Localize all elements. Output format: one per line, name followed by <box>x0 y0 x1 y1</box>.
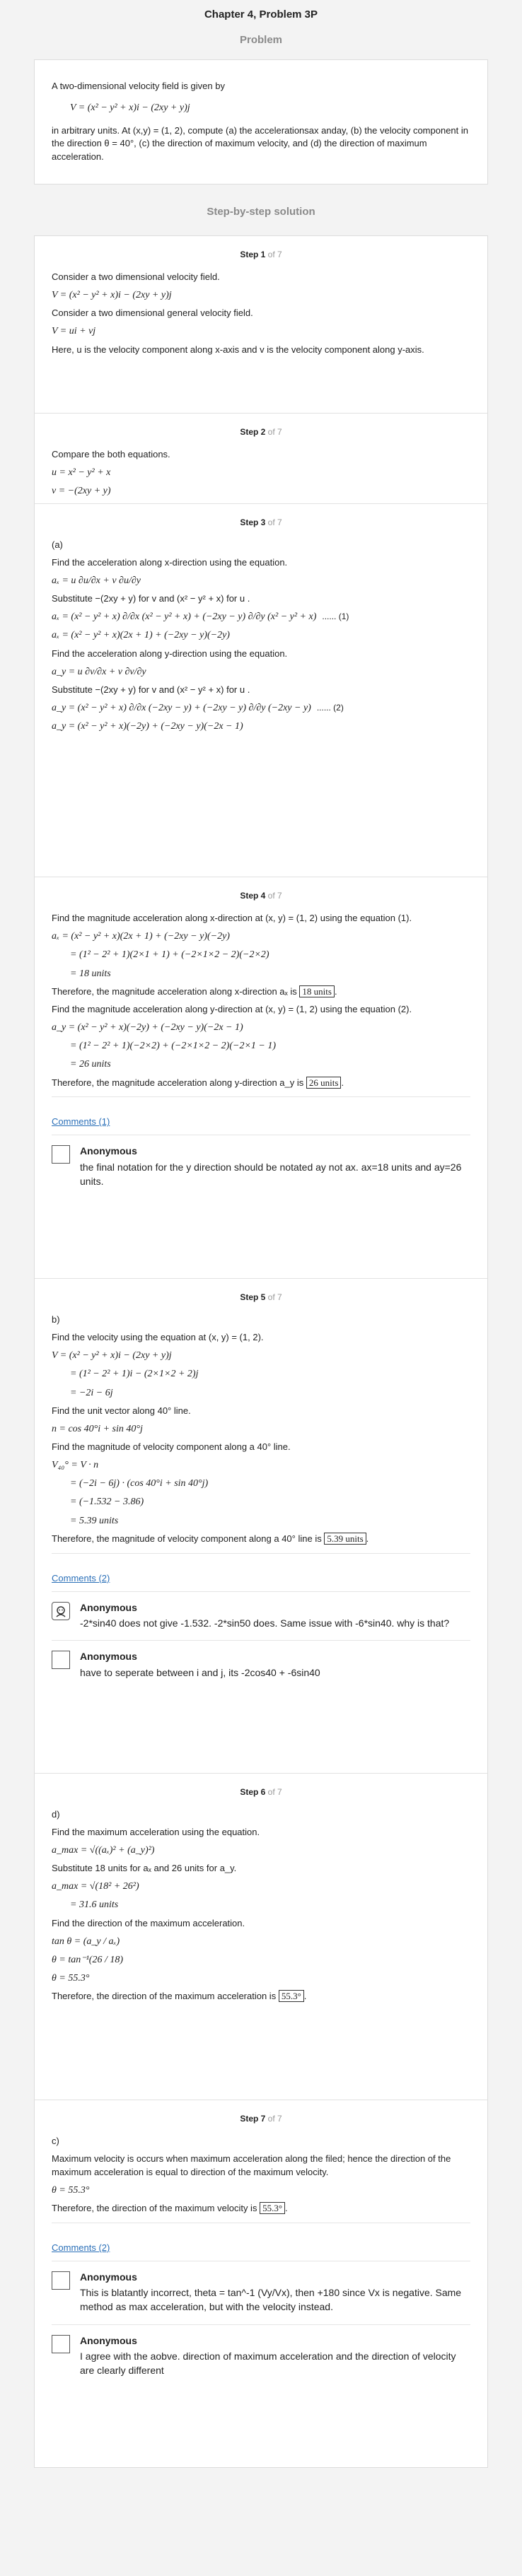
equation: a_max = √(18² + 26²) <box>52 1881 139 1892</box>
step-text: Find the magnitude of velocity component along a 40° line. <box>52 1441 291 1453</box>
comment <box>52 1640 470 1690</box>
solution-heading: Step-by-step solution <box>207 206 315 218</box>
comment-author: Anonymous <box>80 1651 137 1663</box>
problem-card <box>34 59 488 185</box>
step-header: Step 3 of 7 <box>240 517 282 527</box>
problem-heading: Problem <box>239 33 282 46</box>
problem-text: in arbitrary units. At (x,y) = (1, 2), compute (a) the accelerationsax anday, (b) the velocity component in the direction θ = 40°, (c) the direction of maximum velocity, and (d) the direction of maximum acceleration. <box>52 124 468 163</box>
answer-line: Therefore, the direction of the maximum acceleration is 55.3° . <box>52 1991 307 2002</box>
equation: V = (x² − y² + x)i − (2xy + y)j <box>52 1350 172 1361</box>
step-2 <box>35 413 487 503</box>
comment-author: Anonymous <box>80 1145 137 1157</box>
comments-link[interactable]: Comments (1) <box>52 1116 110 1128</box>
answer-box: 55.3° <box>279 1990 304 2002</box>
step-text: Substitute 18 units for aₓ and 26 units for a_y. <box>52 1863 237 1874</box>
step-5 <box>35 1278 487 1773</box>
equation: = (−1.532 − 3.86) <box>70 1497 144 1508</box>
equation: aₓ = (x² − y² + x) ∂/∂x (x² − y² + x) + (−2xy − y) ∂/∂y (x² − y² + x) ...... (1) <box>52 611 349 623</box>
comments-link[interactable]: Comments (2) <box>52 2242 110 2253</box>
comment-text: I agree with the aobve. direction of maximum acceleration and the direction of velocity are clearly different <box>80 2350 456 2377</box>
step-header: Step 7 of 7 <box>240 2113 282 2124</box>
equation: V₄₀° = V · n <box>52 1459 99 1470</box>
divider <box>52 1096 470 1097</box>
step-text: Here, u is the velocity component along x-axis and v is the velocity component along y-axis. <box>52 344 424 355</box>
equation: u = x² − y² + x <box>52 467 111 479</box>
answer-box: 55.3° <box>260 2202 285 2214</box>
equation: a_y = (x² − y² + x) ∂/∂x (−2xy − y) + (−2xy − y) ∂/∂y (−2xy − y) ...... (2) <box>52 702 344 713</box>
step-header: Step 4 of 7 <box>240 890 282 901</box>
part-label: (a) <box>52 539 63 551</box>
part-label: d) <box>52 1809 60 1820</box>
page-title: Chapter 4, Problem 3P <box>204 8 318 21</box>
user-face-icon <box>54 1605 67 1617</box>
step-text: Find the acceleration along x-direction using the equation. <box>52 557 288 568</box>
answer-line: Therefore, the direction of the maximum velocity is 55.3° . <box>52 2203 288 2214</box>
step-6 <box>35 1773 487 2100</box>
comment-text: the final notation for the y direction should be notated ay not ax. ax=18 units and ay=26 units. <box>80 1161 462 1187</box>
problem-equation: V = (x² − y² + x)i − (2xy + y)j <box>70 103 190 114</box>
avatar <box>52 2335 70 2353</box>
equation: aₓ = (x² − y² + x)(2x + 1) + (−2xy − y)(−2y) <box>52 630 230 641</box>
part-label: c) <box>52 2136 59 2147</box>
equation: a_max = √((aₓ)² + (a_y)²) <box>52 1845 155 1856</box>
step-text: Find the velocity using the equation at (x, y) = (1, 2). <box>52 1332 264 1343</box>
equation: = (1² − 2² + 1)(2×1 + 1) + (−2×1×2 − 2)(−2×2) <box>70 949 269 961</box>
avatar <box>52 2271 70 2290</box>
equation: a_y = (x² − y² + x)(−2y) + (−2xy − y)(−2x − 1) <box>52 721 243 732</box>
comment-author: Anonymous <box>80 2271 137 2283</box>
equation: n = cos 40°i + sin 40°j <box>52 1423 143 1434</box>
comment-author: Anonymous <box>80 2334 137 2346</box>
step-4 <box>35 877 487 1278</box>
answer-line: Therefore, the magnitude of velocity component along a 40° line is 5.39 units . <box>52 1533 369 1545</box>
comment <box>52 2324 470 2388</box>
step-text: Find the maximum acceleration using the equation. <box>52 1827 260 1838</box>
equation: = (1² − 2² + 1)(−2×2) + (−2×1×2 − 2)(−2×1 − 1) <box>70 1041 277 1052</box>
step-header: Step 2 of 7 <box>240 426 282 437</box>
equation: = (−2i − 6j) · (cos 40°i + sin 40°j) <box>70 1478 209 1489</box>
step-text: Consider a two dimensional velocity field. <box>52 271 220 283</box>
equation: a_y = (x² − y² + x)(−2y) + (−2xy − y)(−2x − 1) <box>52 1021 243 1033</box>
equation: aₓ = (x² − y² + x)(2x + 1) + (−2xy − y)(−2y) <box>52 931 230 942</box>
equation: aₓ = u ∂u/∂x + v ∂u/∂y <box>52 575 141 586</box>
step-text: Substitute −(2xy + y) for v and (x² − y² + x) for u . <box>52 684 250 695</box>
equation: V = (x² − y² + x)i − (2xy + y)j <box>52 290 172 301</box>
comment-text: This is blatantly incorrect, theta = tan^-1 (Vy/Vx), then +180 since Vx is negative. Same method as max acceleration, but with the velocity instead. <box>80 2287 462 2313</box>
step-header: Step 6 of 7 <box>240 1786 282 1797</box>
answer-box: 5.39 units <box>324 1533 366 1545</box>
step-text: Find the acceleration along y-direction using the equation. <box>52 648 288 659</box>
step-text: Compare the both equations. <box>52 449 170 460</box>
step-3 <box>35 503 487 877</box>
step-text: Find the magnitude acceleration along x-direction at (x, y) = (1, 2) using the equation (1). <box>52 913 412 924</box>
equation: θ = 55.3° <box>52 2184 90 2196</box>
equation: v = −(2xy + y) <box>52 486 111 497</box>
divider <box>52 1553 470 1554</box>
step-7 <box>35 2100 487 2467</box>
answer-box: 26 units <box>306 1077 342 1089</box>
answer-line: Therefore, the magnitude acceleration along x-direction aₓ is 18 units . <box>52 986 337 997</box>
avatar <box>52 1602 70 1620</box>
step-header: Step 1 of 7 <box>240 249 282 259</box>
problem-intro: A two-dimensional velocity field is given by <box>52 80 225 91</box>
step-text: Substitute −(2xy + y) for v and (x² − y² + x) for u . <box>52 593 250 604</box>
step-text: Maximum velocity is occurs when maximum acceleration along the filed; hence the direction of the maximum acceleration is equal to direction of the maximum velocity. <box>52 2153 451 2177</box>
comment <box>52 1135 470 1198</box>
comment-text: -2*sin40 does not give -1.532. -2*sin50 does. Same issue with -6*sin40. why is that? <box>80 1617 450 1629</box>
solution-card <box>34 235 488 2468</box>
part-label: b) <box>52 1314 60 1325</box>
equation: tan θ = (a_y / aₓ) <box>52 1936 120 1947</box>
step-header: Step 5 of 7 <box>240 1292 282 1302</box>
equation: = −2i − 6j <box>70 1387 113 1398</box>
equation: V = ui + vj <box>52 326 96 337</box>
step-text: Find the direction of the maximum acceleration. <box>52 1917 245 1928</box>
comments-link[interactable]: Comments (2) <box>52 1572 110 1583</box>
comment-author: Anonymous <box>80 1601 137 1613</box>
avatar <box>52 1651 70 1669</box>
equation: = 26 units <box>70 1059 111 1070</box>
step-text: Find the unit vector along 40° line. <box>52 1405 191 1416</box>
equation: = (1² − 2² + 1)i − (2×1×2 + 2)j <box>70 1369 199 1380</box>
equation: = 5.39 units <box>70 1515 119 1526</box>
equation: = 18 units <box>70 968 111 979</box>
step-text: Find the magnitude acceleration along y-direction at (x, y) = (1, 2) using the equation (2). <box>52 1003 412 1014</box>
comment <box>52 1591 470 1641</box>
equation: θ = 55.3° <box>52 1973 90 1984</box>
equation: = 31.6 units <box>70 1899 119 1911</box>
equation: a_y = u ∂v/∂x + v ∂v/∂y <box>52 666 146 677</box>
equation: θ = tan⁻¹(26 / 18) <box>52 1954 124 1965</box>
avatar <box>52 1145 70 1164</box>
step-1 <box>35 236 487 413</box>
comment-text: have to seperate between i and j, its -2cos40 + -6sin40 <box>80 1666 320 1678</box>
answer-line: Therefore, the magnitude acceleration along y-direction a_y is 26 units . <box>52 1077 344 1088</box>
comment <box>52 2261 470 2324</box>
answer-box: 18 units <box>299 985 335 997</box>
step-text: Consider a two dimensional general velocity field. <box>52 308 253 319</box>
